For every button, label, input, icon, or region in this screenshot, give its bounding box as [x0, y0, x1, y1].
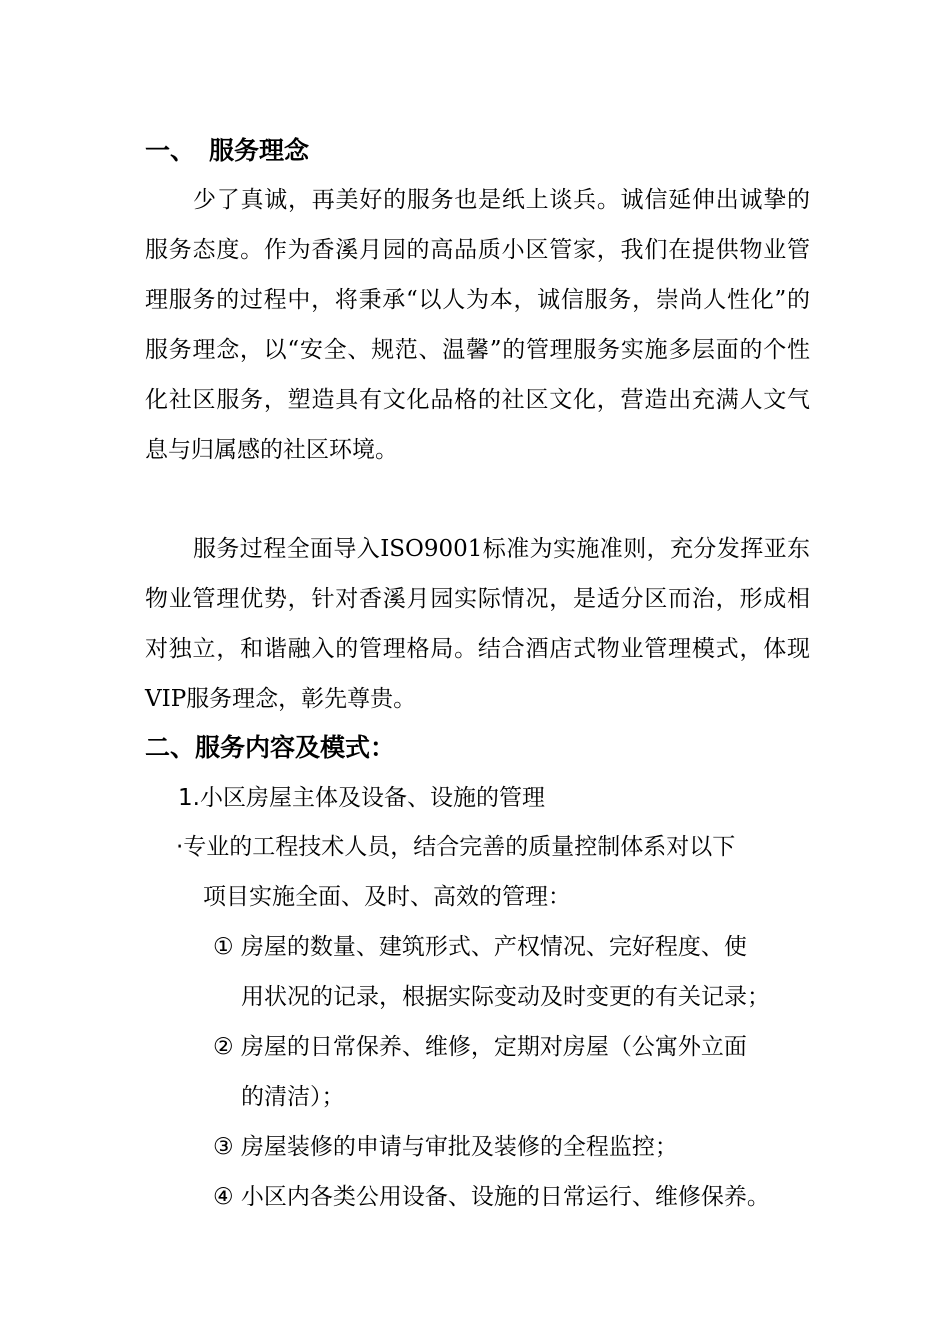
service-philosophy-paragraph-1: 少了真诚，再美好的服务也是纸上谈兵。诚信延伸出诚挚的服务态度。作为香溪月园的高品质小区管家，我们在提供物业管理服务的过程中，将秉承“以人为本，诚信服务，崇尚人性化”的服务理念，以“安全、规范、温馨”的管理服务实施多层面的个性化社区服务，塑造具有文化品格的社区文化，营造出充满人文气息与归属感的社区环境。 — [145, 187, 810, 463]
service-philosophy-paragraph-2: 服务过程全面导入ISO9001标准为实施准则，充分发挥亚东物业管理优势，针对香溪月园实际情况，是适分区而治，形成相对独立，和谐融入的管理格局。结合酒店式物业管理模式，体现VIP服务理念，彰先尊贵。 — [145, 536, 810, 712]
section-1-number: 一、 — [145, 136, 196, 165]
list-item-4: ④ 小区内各类公用设备、设施的日常运行、维修保养。 — [213, 1184, 770, 1210]
list-item-2-line-2: 的清洁）； — [241, 1084, 345, 1110]
subsection-1-heading: 1.小区房屋主体及设备、设施的管理 — [178, 785, 545, 811]
bullet-intro-line-1: ·专业的工程技术人员，结合完善的质量控制体系对以下 — [176, 834, 736, 860]
bullet-intro-line-2: 项目实施全面、及时、高效的管理： — [203, 884, 571, 910]
section-2-heading: 二、服务内容及模式： — [145, 733, 396, 762]
list-item-3: ③ 房屋装修的申请与审批及装修的全程监控； — [213, 1134, 678, 1160]
section-1-title: 服务理念 — [209, 136, 310, 165]
list-item-1-line-1: ① 房屋的数量、建筑形式、产权情况、完好程度、使 — [213, 934, 747, 960]
list-item-1-line-2: 用状况的记录，根据实际变动及时变更的有关记录； — [241, 984, 770, 1010]
list-item-2-line-1: ② 房屋的日常保养、维修，定期对房屋（公寓外立面 — [213, 1034, 747, 1060]
section-1-heading — [145, 136, 309, 166]
